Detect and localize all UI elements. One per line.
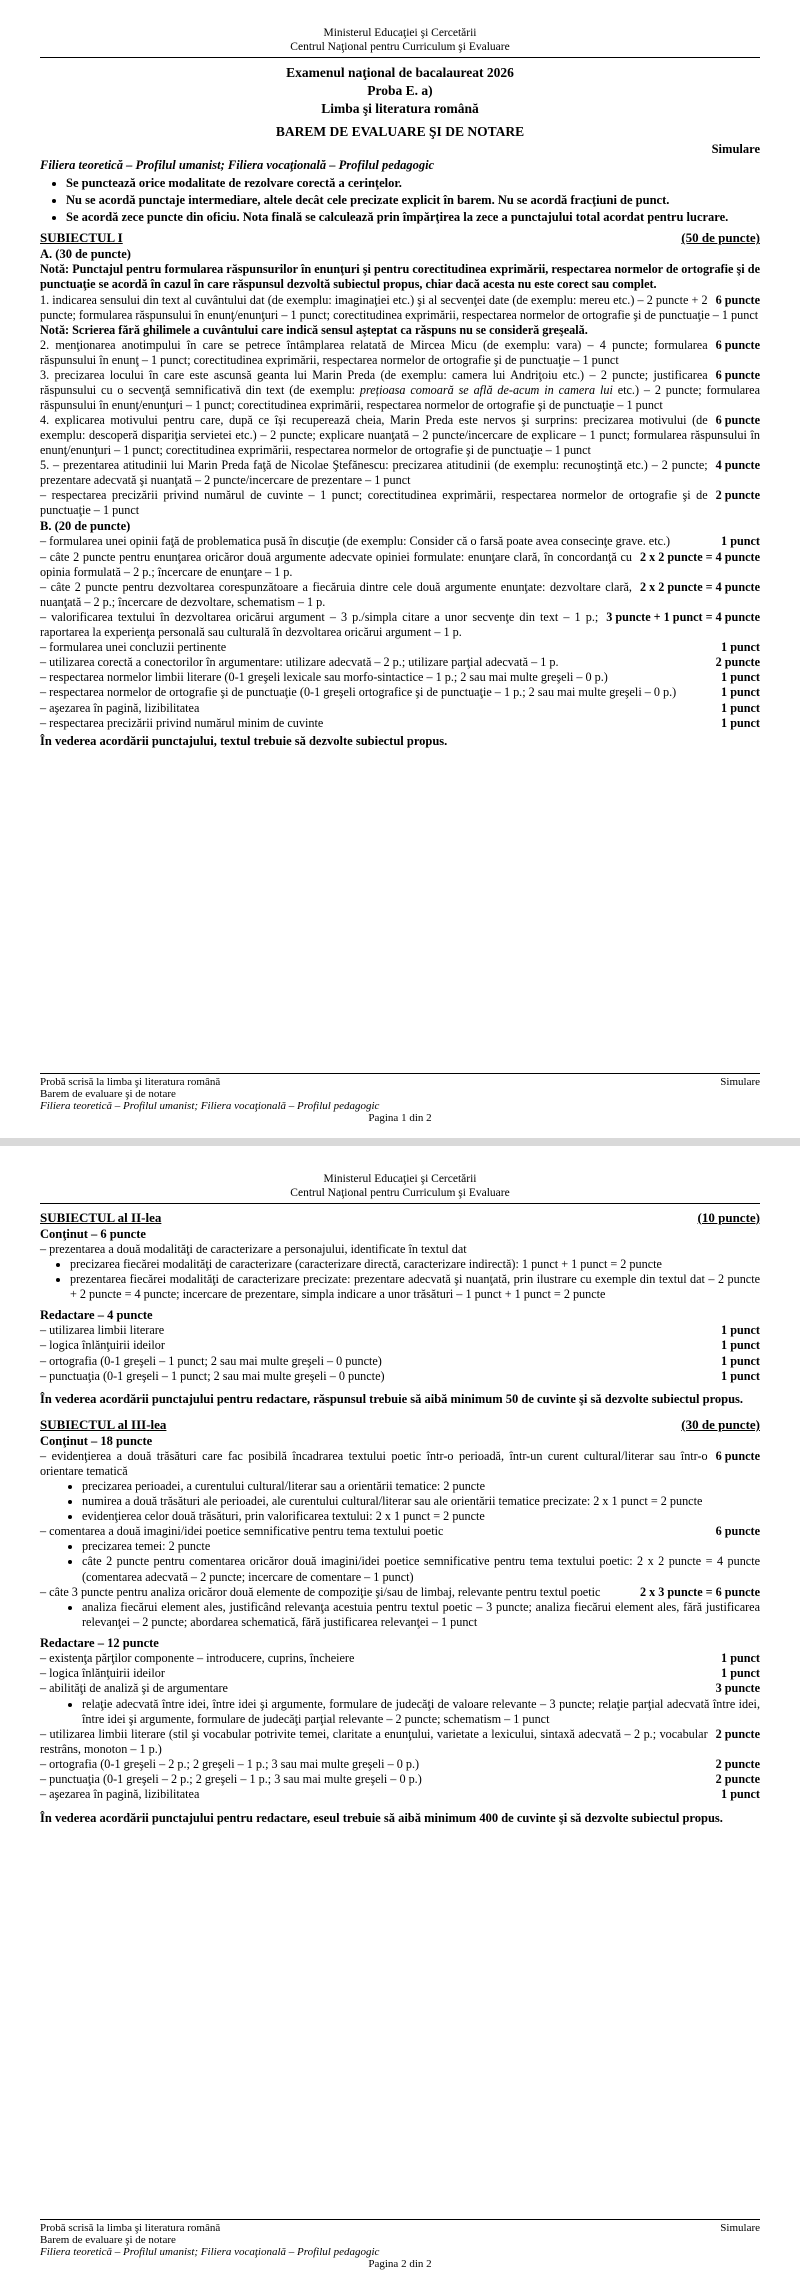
subject-1-section-a: A. (30 de puncte) [40,247,131,262]
header-divider [40,57,760,58]
subject-1-b-item [40,655,760,670]
list-item: • analiza fiecărui element ales, justificând relevanţa acestuia pentru textul poetic – 3 puncte; analiza fiecărui element ales, fără justificarea relevanţei – 2 puncte; abordarea schematică, fără justificarea relevanţei – 1 punct [82,1600,760,1630]
subject-2-redactare: Redactare – 4 puncte [40,1308,153,1322]
subject-1-item-1 [40,293,760,323]
subject-3-redactare: Redactare – 12 puncte [40,1635,159,1650]
footer-line-1: Probă scrisă la limba şi literatura română [40,1076,221,1088]
subject-2-label: SUBIECTUL al II-lea [40,1209,162,1225]
item-text: – aşezarea în pagină, lizibilitatea [40,700,200,715]
item-text: – punctuaţia (0-1 greşeli – 2 p.; 2 greşeli – 1 p.; 3 sau mai multe greşeli – 0 p.) [40,1772,422,1786]
filiera-line: Filiera teoretică – Profilul umanist; Filiera vocaţională – Profilul pedagogic [40,158,435,173]
points-value: 1 punct [721,1353,760,1368]
item-text: – câte 2 puncte pentru dezvoltarea corespunzătoare a fiecăruia dintre cele două argumente enunţate: dezvoltare clară, nuanţată – 2 p.; încercare de dezvoltare, schematism – 1 p. [40,579,632,609]
points-value: 1 punct [721,670,760,685]
subject-1-item-5a-text: 5. – prezentarea atitudinii lui Marin Preda faţă de Nicolae Ştefănescu: precizarea atitudinii (de exemplu: recunoştinţă etc.) – 2 puncte; prezentare adecvată şi nuanţată – 2 puncte/incercare de prezentare – 1 punct [40,458,708,488]
subject-3-item-2-bullets [40,1539,760,1584]
subject-2-final-note: În vederea acordării punctajului pentru redactare, răspunsul trebuie să aibă minimum 50 de cuvinte şi să dezvolte subiectul propus. [40,1392,744,1406]
ministry-line-1: Ministerul Educaţiei şi Cercetării [323,1173,477,1185]
subject-1-item-4 [40,413,760,458]
subject-3-points: (30 de puncte) [681,1417,760,1432]
item-text: – formularea unei concluzii pertinente [40,639,227,654]
points-value: 2 x 2 puncte = 4 puncte [639,549,760,564]
item-text: – valorificarea textului în dezvoltarea oricărui argument – 3 p./simpla citare a unor secvenţe din text – 1 p.; raportarea la experienţa personală sau culturală în dezvoltarea oricărui argument – 1 p. [40,609,599,639]
list-item: • precizarea temei: 2 puncte [82,1539,760,1554]
list-item: • prezentarea fiecărei modalităţi de caracterizare precizate: prezentare adecvată şi nuanţată, prin ilustrare cu exemple din textul dat – 2 puncte + 2 puncte = 4 puncte; incercare de prezentare, simpla indicare a unor trăsături – 1 punct + 1 punct = 2 puncte [70,1272,760,1302]
subject-1-item-3-points: 6 puncte [715,367,760,382]
list-item: • Se punctează orice modalitate de rezolvare corectă a cerinţelor. [66,175,760,191]
list-item: • câte 2 puncte pentru comentarea oricăror două imagini/idei poetice semnificative pentru tema textului poetic: 2 x 2 puncte = 4 puncte (comentarea adecvată – 2 puncte; incercare de comentare – 1 punct) [82,1554,760,1584]
footer-line-2: Barem de evaluare şi de notare [40,2234,176,2246]
subject-3-red-item [40,1757,760,1772]
subject-3-item-3 [40,1585,760,1600]
list-item: • evidenţierea celor două trăsături, prin valorificarea textului: 2 x 1 punct = 2 puncte [82,1509,760,1524]
points-value: 6 puncte [715,1449,760,1463]
subject-3-final-note: În vederea acordării punctajului pentru redactare, eseul trebuie să aibă minimum 400 de cuvinte şi să dezvolte subiectul propus. [40,1810,723,1825]
item-text: – câte 3 puncte pentru analiza oricăror două elemente de compoziţie şi/sau de limbaj, relevante pentru textul poetic [40,1584,601,1599]
page-separator [0,1138,800,1146]
points-value: 1 punct [721,700,760,715]
subject-1-b-item [40,550,760,580]
subject-2-red-item [40,1323,760,1338]
subject-1-b-item [40,685,760,700]
subject-1-label: SUBIECTUL I [40,230,123,246]
footer-simulare: Simulare [720,1076,760,1088]
item-text: – ortografia (0-1 greşeli – 2 p.; 2 greşeli – 1 p.; 3 sau mai multe greşeli – 0 p.) [40,1756,420,1771]
subject-3-red-item [40,1787,760,1802]
subject-2-points: (10 puncte) [697,1209,760,1225]
subject-1-item-3-quote: prețioasa comoară se află de-acum in camera lui [359,382,613,397]
subject-3-red-item [40,1727,760,1757]
item-text: – câte 2 puncte pentru enunţarea oricăror două argumente adecvate opiniei formulate: enunţare clară, în concordanţă cu opinia formulată – 2 p.; încercare de enunţare – 1 p. [40,549,632,579]
item-text: – respectarea precizării privind numărul minim de cuvinte [40,715,324,730]
subject-1-b-item [40,640,760,655]
footer-simulare: Simulare [720,2222,760,2234]
subject-3-continut: Conţinut – 18 puncte [40,1434,153,1448]
document-page-2 [0,1146,800,2284]
subject-3-red-item [40,1651,760,1666]
ministry-line-1: Ministerul Educaţiei şi Cercetării [323,27,477,39]
item-text: – utilizarea limbii literare (stil şi vocabular potrivite temei, claritate a enunţului, varietate a lexicului, sintaxă adecvată – 2 p.; vocabular restrâns, monoton – 1 p.) [40,1726,708,1756]
subject-1-item-3 [40,368,760,413]
footer-line-3: Filiera teoretică – Profilul umanist; Filiera vocaţională – Profilul pedagogic [40,2246,380,2258]
document-page-1 [0,0,800,1138]
subject-1-b-item [40,610,760,640]
subject-2-red-item [40,1354,760,1369]
footer-page-number: Pagina 2 din 2 [368,2258,432,2270]
subject-3-heading [40,1417,760,1433]
subject-2-lead: – prezentarea a două modalităţi de caracterizare a personajului, identificate în textul dat [40,1241,467,1256]
subject-2-bullets [40,1257,760,1302]
header-divider [40,1203,760,1204]
ministry-line-2: Centrul Naţional pentru Curriculum şi Evaluare [290,1187,510,1200]
ministry-header [40,1172,760,1201]
subject-3-red-item [40,1666,760,1681]
points-value: 2 puncte [715,1772,760,1786]
item-text: – formularea unei opinii faţă de problematica pusă în discuţie (de exemplu: Consider că o farsă poate avea consecinţe grave. etc.) [40,534,671,549]
footer-line-2: Barem de evaluare şi de notare [40,1088,176,1100]
ministry-line-2: Centrul Naţional pentru Curriculum şi Evaluare [290,41,510,54]
subject-3-red-item [40,1681,760,1696]
exam-title: Examenul naţional de bacalaureat 2026 [286,64,514,80]
page-1-footer [40,1073,760,1124]
footer-divider [40,2219,760,2220]
subject-1-item-2-text: 2. menţionarea anotimpului în care se petrece întâmplarea relatată de Mircea Micu (de exemplu: vara) – 4 puncte; formularea răspunsului în enunţ – 1 punct; corectitudinea exprimării, respectarea normelor de ortografie şi de punctuaţie – 1 punct [40,337,708,367]
subject-2-red-item [40,1369,760,1384]
points-value: 3 puncte + 1 punct = 4 puncte [606,609,760,624]
points-value: 6 puncte [715,1524,760,1539]
subject-1-item-1-text: 1. indicarea sensului din text al cuvântului dat (de exemplu: imaginaţiei etc.) şi al secvenţei date (de exemplu: mereu etc.) – 2 puncte + 2 puncte; formularea răspunsului în enunţ/enunţuri – 1 punct; corectitudinea exprimării, respectarea normelor de ortografie şi de punctuaţie – 1 punct [40,292,759,322]
exam-proba: Proba E. a) [367,82,433,98]
subject-1-item-2-points: 6 puncte [715,337,760,352]
page-2-footer [40,2219,760,2270]
item-text: – utilizarea corectă a conectorilor în argumentare: utilizare adecvată – 2 p.; utilizare parţial adecvată – 1 p. [40,655,559,670]
simulare-label: Simulare [711,142,760,157]
subject-3-item-3-bullets [40,1600,760,1630]
subject-1-b-item [40,670,760,685]
points-value: 3 puncte [715,1681,760,1696]
points-value: 1 punct [721,1323,760,1337]
points-value: 1 punct [721,1787,760,1802]
points-value: 2 puncte [715,655,760,670]
subject-1-note-1: Notă: Punctajul pentru formularea răspunsurilor în enunţuri şi pentru corectitudinea exprimării, respectarea normelor de ortografie şi de punctuaţie se acordă în cazul în care răspunsul dezvoltă subiectul propus, chiar dacă acesta nu este corect sau complet. [40,262,760,292]
subject-2-red-item [40,1338,760,1353]
subject-3-item-1-bullets [40,1479,760,1524]
subject-1-final-note: În vederea acordării punctajului, textul trebuie să dezvolte subiectul propus. [40,734,448,749]
item-text: – logica înlănţuirii ideilor [40,1338,165,1353]
item-text: – existenţa părţilor componente – introducere, cuprins, încheiere [40,1650,355,1665]
points-value: 2 puncte [715,1726,760,1741]
subject-1-item-3-text-b: etc.) – 2 puncte; formularea răspunsului în enunţ/enunţuri – 1 punct; corectitudinea exprimării, respectarea normelor de ortografie şi de punctuaţie – 1 punct [40,382,760,412]
points-value: 1 punct [721,1666,760,1680]
subject-2-continut: Conţinut – 6 puncte [40,1226,146,1241]
footer-divider [40,1073,760,1074]
points-value: 2 puncte [715,1756,760,1771]
points-value: 1 punct [721,1338,760,1353]
exam-subject: Limba şi literatura română [321,101,479,117]
subject-1-item-5a [40,458,760,488]
subject-1-item-4-text: 4. explicarea motivului pentru care, după ce își recuperează cheia, Marin Preda este nervos şi surprins: precizarea motivului (de exemplu: descoperă dispariţia servietei etc.) – 2 puncte; explicare nuanţată – 2 puncte/incercare de explicare – 1 punct; formularea răspunsului în enunţ/enunţuri – 1 punct; corectitudinea exprimării, respectarea normelor de ortografie şi de punctuaţie – 1 punct [40,413,760,458]
item-text: – abilităţi de analiză şi de argumentare [40,1681,228,1696]
subject-1-b-item [40,580,760,610]
subject-1-heading [40,230,760,246]
item-text: – ortografia (0-1 greşeli – 1 punct; 2 sau mai multe greşeli – 0 puncte) [40,1353,382,1368]
item-text: – logica înlănţuirii ideilor [40,1666,165,1680]
subject-3-item-1 [40,1449,760,1479]
points-value: 2 x 2 puncte = 4 puncte [639,579,760,594]
subject-1-item-5b [40,488,760,518]
subject-3-label: SUBIECTUL al III-lea [40,1417,167,1432]
item-text: – evidenţierea a două trăsături care fac posibilă încadrarea textului poetic într-o perioadă, într-un curent cultural/literar sau într-o orientare tematică [40,1449,708,1479]
subject-1-note-2: Notă: Scrierea fără ghilimele a cuvântului care indică sensul aşteptat ca răspuns nu se consideră greşeală. [40,322,588,337]
subject-1-item-5b-points: 2 puncte [715,488,760,503]
points-value: 2 x 3 puncte = 6 puncte [639,1584,760,1599]
points-value: 1 punct [721,639,760,654]
list-item: • precizarea fiecărei modalităţi de caracterizare (caracterizare directă, caracterizare indirectă): 1 punct + 1 punct = 2 puncte [70,1257,760,1272]
item-text: – respectarea normelor limbii literare (0-1 greşeli lexicale sau morfo-sintactice – 1 p.; 2 sau mai multe greşeli – 0 p.) [40,670,608,685]
subject-3-item-2 [40,1524,760,1539]
subject-3-red-item [40,1772,760,1787]
item-text: – respectarea normelor de ortografie şi de punctuaţie (0-1 greşeli ortografice şi de punctuaţie – 1 p.; 2 sau mai multe greşeli – 0 p.) [40,685,677,700]
points-value: 1 punct [721,685,760,700]
subject-1-item-1-points: 6 puncte [715,292,760,307]
points-value: 1 punct [721,1650,760,1665]
points-value: 1 punct [721,715,760,730]
subject-1-item-4-points: 6 puncte [715,413,760,428]
subject-1-item-3-text-a: 3. precizarea locului în care este ascunsă geanta lui Marin Preda (de exemplu: camera lui Andriţoiu etc.) – 2 puncte; justificarea răspunsului cu o secvenţă semnificativă din text (de exemplu: [40,367,708,397]
intro-bullet-list [40,175,760,225]
subject-3-red-bullet [40,1697,760,1727]
subject-1-item-5a-points: 4 puncte [715,458,760,473]
barem-title: BAREM DE EVALUARE ŞI DE NOTARE [275,124,525,140]
list-item: • Se acordă zece puncte din oficiu. Nota finală se calculează prin împărţirea la zece a punctajului total acordat pentru lucrare. [66,209,760,225]
points-value: 1 punct [721,534,760,549]
footer-line-1: Probă scrisă la limba şi literatura română [40,2222,221,2234]
subject-1-b-item [40,701,760,716]
item-text: – punctuaţia (0-1 greşeli – 1 punct; 2 sau mai multe greşeli – 0 puncte) [40,1368,385,1383]
item-text: – aşezarea în pagină, lizibilitatea [40,1787,200,1802]
list-item: • Nu se acordă punctaje intermediare, altele decât cele precizate explicit în barem. Nu se acordă fracţiuni de punct. [66,192,760,208]
subject-1-b-item [40,716,760,731]
exam-title-block [40,64,760,119]
footer-page-number: Pagina 1 din 2 [368,1112,432,1124]
points-value: 1 punct [721,1368,760,1383]
footer-line-3: Filiera teoretică – Profilul umanist; Filiera vocaţională – Profilul pedagogic [40,1100,380,1112]
list-item: • relaţie adecvată între idei, între idei şi argumente, formulare de judecăţi de valoare relevante – 3 puncte; relaţie parţial adecvată între idei, între idei şi argumente, formulare de judecăţi parţial relevante – 2 puncte; schematism – 1 punct [82,1697,760,1727]
subject-1-b-item [40,534,760,549]
ministry-header [40,26,760,55]
list-item: • precizarea perioadei, a curentului cultural/literar sau a orientării tematice: 2 puncte [82,1479,760,1494]
list-item: • numirea a două trăsături ale perioadei, ale curentului cultural/literar sau ale orientării tematice precizate: 2 x 1 punct = 2 puncte [82,1494,760,1509]
subject-1-points: (50 de puncte) [681,230,760,246]
subject-1-item-2 [40,338,760,368]
item-text: – utilizarea limbii literare [40,1323,165,1337]
item-text: – comentarea a două imagini/idei poetice semnificative pentru tema textului poetic [40,1524,444,1539]
subject-2-heading [40,1210,760,1226]
subject-1-section-b: B. (20 de puncte) [40,519,131,534]
subject-1-item-5b-text: – respectarea precizării privind numărul de cuvinte – 1 punct; corectitudinea exprimării, respectarea normelor de ortografie şi de punctuaţie – 1 punct [40,488,708,518]
